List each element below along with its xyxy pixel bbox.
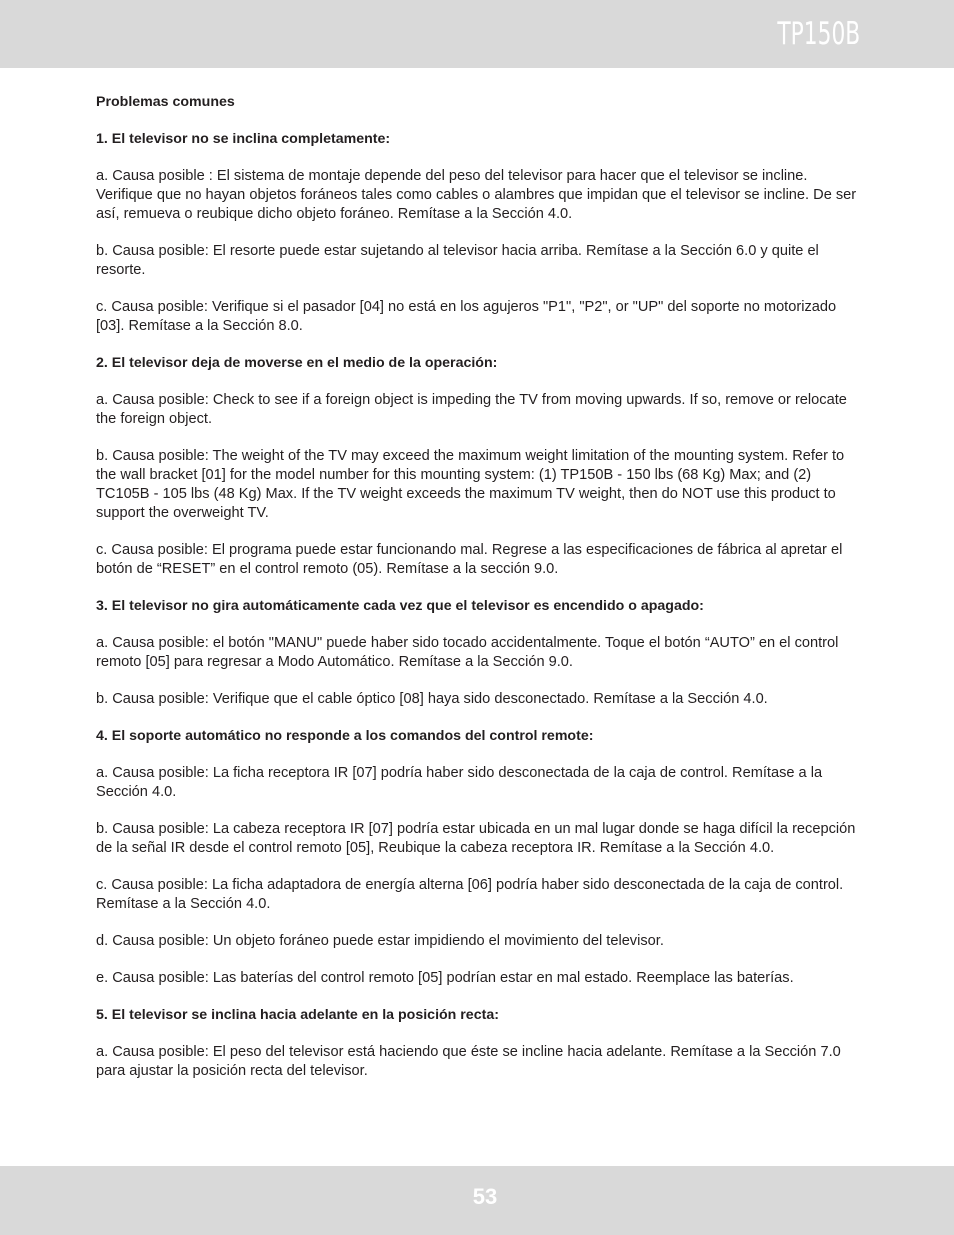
- page-number: 53: [472, 1184, 498, 1209]
- page-footer: [0, 1166, 954, 1235]
- section-1-item-a: a. Causa posible : El sistema de montaje depende del peso del televisor para hacer que el televisor se incline. Verifique que no hayan objetos foráneos tales como cables o alambres que impidan que el televisor se incline. De ser así, remueva o reubique dicho objeto foráneo. Remítase a la Sección 4.0.: [96, 168, 857, 222]
- section-4-item-c: c. Causa posible: La ficha adaptadora de energía alterna [06] podría haber sido desconectada de la caja de control. Remítase a la Sección 4.0.: [96, 877, 844, 912]
- section-1-item-c: c. Causa posible: Verifique si el pasador [04] no está en los agujeros "P1", "P2", or "UP" del soporte no motorizado [03]. Remítase a la Sección 8.0.: [96, 299, 837, 334]
- section-heading-1: 1. El televisor no se inclina completamente:: [96, 131, 391, 147]
- document-body: [96, 93, 866, 1099]
- document-title: Problemas comunes: [96, 94, 235, 110]
- page-header: [0, 0, 954, 68]
- section-3-item-a: a. Causa posible: el botón "MANU" puede haber sido tocado accidentalmente. Toque el botón “AUTO” en el control remoto [05] para regresar a Modo Automático. Remítase a la Sección 9.0.: [96, 635, 839, 670]
- section-2-item-a: a. Causa posible: Check to see if a foreign object is impeding the TV from moving upwards. If so, remove or relocate the foreign object.: [96, 392, 847, 427]
- section-4-item-a: a. Causa posible: La ficha receptora IR [07] podría haber sido desconectada de la caja de control. Remítase a la Sección 4.0.: [96, 765, 823, 800]
- section-4-item-b: b. Causa posible: La cabeza receptora IR [07] podría estar ubicada en un mal lugar donde se haga difícil la recepción de la señal IR desde el control remoto [05], Reubique la cabeza receptora IR. Remítase a la Sección 4.0.: [96, 821, 856, 856]
- section-5-item-a: a. Causa posible: El peso del televisor está haciendo que éste se incline hacia adelante. Remítase a la Sección 7.0 para ajustar la posición recta del televisor.: [96, 1044, 841, 1079]
- section-heading-2: 2. El televisor deja de moverse en el medio de la operación:: [96, 355, 498, 371]
- section-1-item-b: b. Causa posible: El resorte puede estar sujetando al televisor hacia arriba. Remítase a la Sección 6.0 y quite el resorte.: [96, 243, 819, 278]
- section-heading-3: 3. El televisor no gira automáticamente cada vez que el televisor es encendido o apagado:: [96, 598, 704, 614]
- section-3-item-b: b. Causa posible: Verifique que el cable óptico [08] haya sido desconectado. Remítase a la Sección 4.0.: [96, 691, 768, 707]
- section-2-item-b: b. Causa posible: The weight of the TV may exceed the maximum weight limitation of the mounting system. Refer to the wall bracket [01] for the model number for this mounting system: (1) TP150B - 150 lbs (68 Kg) Max; and (2) TC105B - 105 lbs (48 Kg) Max. If the TV weight exceeds the maximum TV weight, then do NOT use this product to support the overweight TV.: [96, 448, 845, 521]
- section-4-item-d: d. Causa posible: Un objeto foráneo puede estar impidiendo el movimiento del televisor.: [96, 933, 664, 949]
- model-title: TP150B: [777, 16, 860, 52]
- section-2-item-c: c. Causa posible: El programa puede estar funcionando mal. Regrese a las especificaciones de fábrica al apretar el botón de “RESET” en el control remoto (05). Remítase a la sección 9.0.: [96, 542, 843, 577]
- section-heading-5: 5. El televisor se inclina hacia adelante en la posición recta:: [96, 1007, 499, 1023]
- section-heading-4: 4. El soporte automático no responde a los comandos del control remote:: [96, 728, 594, 744]
- section-4-item-e: e. Causa posible: Las baterías del control remoto [05] podrían estar en mal estado. Reemplace las baterías.: [96, 970, 794, 986]
